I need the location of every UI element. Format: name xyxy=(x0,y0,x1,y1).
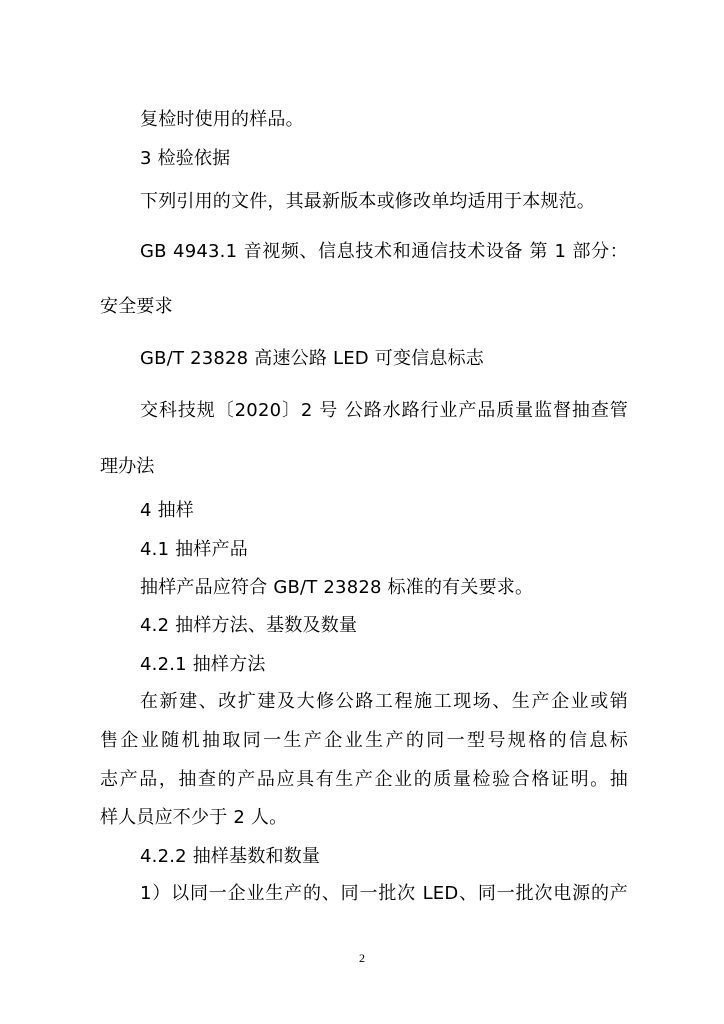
subsection-heading-4-2-1: 4.2.1 抽样方法 xyxy=(140,654,266,675)
section-heading-inspection-basis: 3 检验依据 xyxy=(140,148,231,169)
paragraph-sampling-method-line2: 售企业随机抽取同一生产企业生产的同一型号规格的信息标 xyxy=(100,730,628,751)
page-number: 2 xyxy=(359,951,365,965)
reference-gb4943-line1: GB 4943.1 音视频、信息技术和通信技术设备 第 1 部分： xyxy=(140,241,628,262)
subsection-heading-4-1: 4.1 抽样产品 xyxy=(140,539,248,560)
reference-jiaoke-line2: 理办法 xyxy=(100,456,155,477)
reference-jiaoke-line1: 交科技规〔2020〕2 号 公路水路行业产品质量监督抽查管 xyxy=(140,400,628,421)
text-line-referenced-documents: 下列引用的文件，其最新版本或修改单均适用于本规范。 xyxy=(140,191,595,212)
text-line-sample-requirements: 抽样产品应符合 GB/T 23828 标准的有关要求。 xyxy=(140,577,534,598)
subsection-heading-4-2: 4.2 抽样方法、基数及数量 xyxy=(140,615,358,636)
paragraph-sampling-method-line4: 样人员应不少于 2 人。 xyxy=(100,807,288,828)
reference-gbt23828: GB/T 23828 高速公路 LED 可变信息标志 xyxy=(140,348,484,369)
section-heading-sampling: 4 抽样 xyxy=(140,500,194,521)
text-line-sample-retest: 复检时使用的样品。 xyxy=(140,109,304,130)
reference-gb4943-line2: 安全要求 xyxy=(100,296,173,317)
paragraph-sampling-method-line1: 在新建、改扩建及大修公路工程施工现场、生产企业或销 xyxy=(140,691,628,712)
subsection-heading-4-2-2: 4.2.2 抽样基数和数量 xyxy=(140,846,321,867)
paragraph-sampling-method-line3: 志产品，抽查的产品应具有生产企业的质量检验合格证明。抽 xyxy=(100,769,628,790)
list-item-1-line1: 1）以同一企业生产的、同一批次 LED、同一批次电源的产 xyxy=(140,883,628,904)
